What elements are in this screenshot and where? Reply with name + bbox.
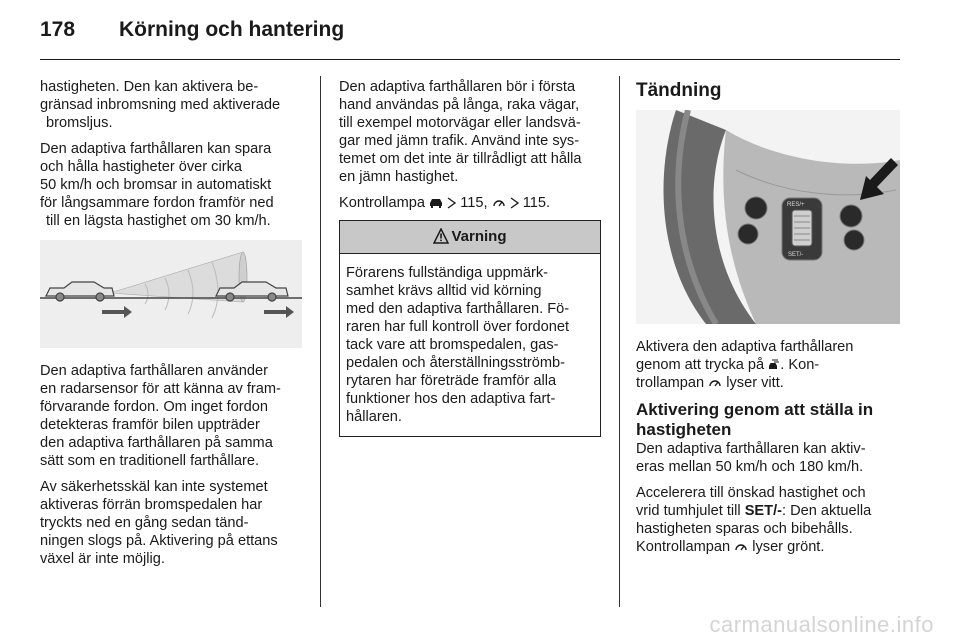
column-divider-1 — [320, 76, 321, 607]
paragraph-usage: Den adaptiva farthållaren bör i första hand användas på långa, raka vägar, till exempel motorvägar eller landsvä- gar med jämn trafik. Använd inte sys- temet om det inte är tillrådligt att hålla en jämn hastighet. — [339, 79, 582, 185]
steering-wheel-illustration — [636, 110, 900, 324]
car-indicator-icon — [429, 197, 443, 209]
warning-header: Varning — [340, 221, 600, 254]
warning-box — [339, 220, 601, 437]
paragraph-speed-range-activation: Den adaptiva farthållaren kan aktiv- eras mellan 50 km/h och 180 km/h. — [636, 441, 866, 475]
column-3 — [636, 78, 900, 564]
heading-tandning: Tändning — [636, 80, 722, 101]
page-number: 178 — [40, 18, 76, 41]
paragraph-speed-range: Den adaptiva farthållaren kan spara och hålla hastigheter över cirka 50 km/h och bromsar in automatiskt för långsammare fordon framför ned till en lägsta hastighet om 30 km/h. — [40, 141, 274, 229]
warning-triangle-icon — [433, 228, 449, 244]
column-divider-2 — [619, 76, 620, 607]
column-2 — [339, 78, 605, 437]
paragraph-indicator-refs: Kontrollampa 115, 115. — [339, 195, 551, 211]
paragraph-braking: hastigheten. Den kan aktivera be- gränsad inbromsning med aktiverade bromsljus. — [40, 79, 281, 131]
column-1 — [40, 78, 308, 576]
chapter-title: Körning och hantering — [119, 18, 345, 41]
paragraph-set-speed: Accelerera till önskad hastighet och vrid tumhjulet till SET/-: Den aktuella hastigheten sparas och bibehålls. Kontrollampan lyser grönt. — [636, 485, 872, 555]
page-ref-icon — [510, 197, 519, 209]
page-ref-icon — [447, 197, 456, 209]
cruise-speedometer-icon — [708, 377, 722, 389]
distance-button-icon — [768, 359, 780, 371]
header-rule — [40, 59, 900, 60]
warning-text: Förarens fullständiga uppmärk- samhet krävs alltid vid körning med den adaptiva farthållaren. Fö- raren har full kontroll över fordonet tack vare att bromspedalen, gas- pedalen och återställningsströmb- rytaren har företräde framför alla funktioner hos den adaptiva fart- hållaren. — [346, 265, 570, 425]
watermark: carmanualsonline.info — [709, 612, 934, 637]
set-minus-label: SET/- — [788, 252, 804, 258]
cruise-speedometer-icon — [734, 541, 748, 553]
paragraph-radar: Den adaptiva farthållaren använder en radarsensor för att känna av fram- förvarande fordon. Om inget fordon detekteras framför bilen uppträder den adaptiva farthållaren på samma sätt som en traditionell farthållare. — [40, 363, 281, 469]
res-plus-label: RES/+ — [787, 202, 805, 208]
paragraph-activate: Aktivera den adaptiva farthållaren genom att trycka på . Kon- trollampan lyser vitt. — [636, 339, 854, 391]
radar-illustration — [40, 240, 302, 348]
paragraph-safety: Av säkerhetsskäl kan inte systemet aktiveras förrän bromspedalen har tryckts ned en gång sedan tänd- ningen slogs på. Aktivering på ettans växel är inte möjlig. — [40, 479, 278, 567]
heading-activation: Aktivering genom att ställa in hastigheten — [636, 400, 874, 439]
cruise-speedometer-icon — [492, 197, 506, 209]
